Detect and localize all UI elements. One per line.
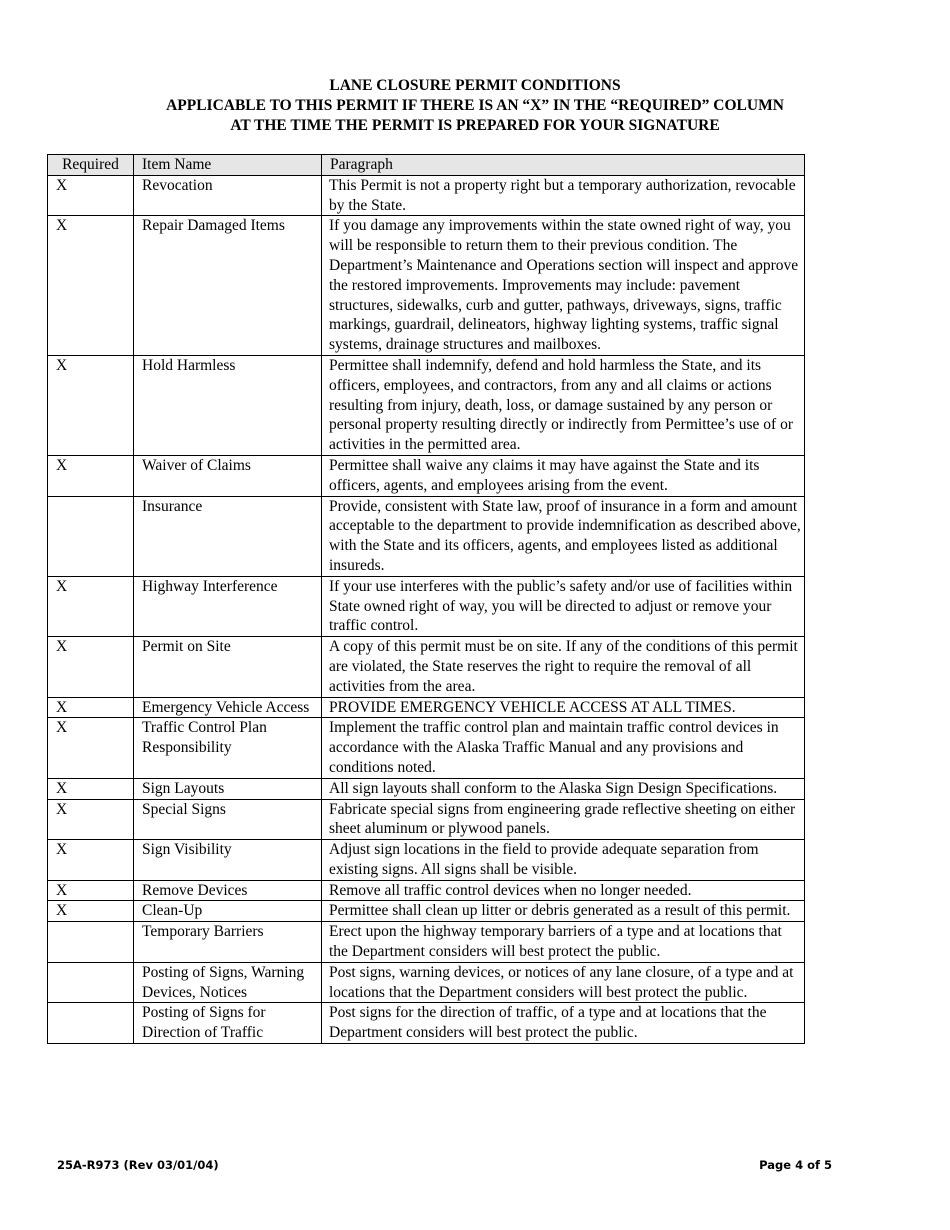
table-row — [48, 840, 805, 881]
required-cell: X — [48, 175, 134, 216]
item-name-cell: Sign Visibility — [134, 840, 322, 881]
table-row — [48, 697, 805, 718]
paragraph-cell: All sign layouts shall conform to the Alaska Sign Design Specifications. — [322, 778, 805, 799]
form-id: 25A-R973 (Rev 03/01/04) — [57, 1158, 219, 1172]
table-row — [48, 962, 805, 1003]
item-name-cell: Hold Harmless — [134, 355, 322, 455]
item-name-cell: Clean-Up — [134, 901, 322, 922]
paragraph-cell: Permittee shall waive any claims it may have against the State and its officers, agents, and employees arising from the event. — [322, 455, 805, 496]
table-row — [48, 455, 805, 496]
required-cell: X — [48, 637, 134, 697]
table-row — [48, 496, 805, 576]
paragraph-cell: Fabricate special signs from engineering grade reflective sheeting on either sheet aluminum or plywood panels. — [322, 799, 805, 840]
page-number: Page 4 of 5 — [759, 1158, 832, 1172]
required-cell: X — [48, 355, 134, 455]
table-row — [48, 576, 805, 636]
item-name-cell: Revocation — [134, 175, 322, 216]
item-name-cell: Remove Devices — [134, 880, 322, 901]
required-cell — [48, 496, 134, 576]
required-cell: X — [48, 840, 134, 881]
paragraph-cell: Provide, consistent with State law, proof of insurance in a form and amount acceptable to the department to provide indemnification as described above, with the State and its officers, agents, and employees listed as additional insureds. — [322, 496, 805, 576]
heading-line-3: AT THE TIME THE PERMIT IS PREPARED FOR YOUR SIGNATURE — [230, 117, 720, 134]
required-cell — [48, 922, 134, 963]
conditions-table — [47, 154, 805, 1044]
column-header-required: Required — [48, 155, 134, 176]
required-cell: X — [48, 901, 134, 922]
required-cell: X — [48, 880, 134, 901]
required-cell — [48, 1003, 134, 1044]
paragraph-cell: If you damage any improvements within the state owned right of way, you will be responsible to return them to their previous condition. The Department’s Maintenance and Operations section will inspect and approve the restored improvements. Improvements may include: pavement structures, sidewalks, curb and gutter, pathways, driveways, signs, traffic markings, guardrail, delineators, highway lighting systems, traffic signal systems, drainage structures and mailboxes. — [322, 216, 805, 356]
paragraph-cell: Remove all traffic control devices when no longer needed. — [322, 880, 805, 901]
item-name-cell: Special Signs — [134, 799, 322, 840]
table-row — [48, 637, 805, 697]
paragraph-cell: Post signs for the direction of traffic, of a type and at locations that the Department considers will best protect the public. — [322, 1003, 805, 1044]
table-row — [48, 799, 805, 840]
table-row — [48, 216, 805, 356]
item-name-cell: Temporary Barriers — [134, 922, 322, 963]
required-cell: X — [48, 576, 134, 636]
item-name-cell: Insurance — [134, 496, 322, 576]
item-name-cell: Highway Interference — [134, 576, 322, 636]
paragraph-cell: Erect upon the highway temporary barriers of a type and at locations that the Department considers will best protect the public. — [322, 922, 805, 963]
paragraph-cell: This Permit is not a property right but a temporary authorization, revocable by the State. — [322, 175, 805, 216]
column-header-item-name: Item Name — [134, 155, 322, 176]
required-cell: X — [48, 697, 134, 718]
table-header-row — [48, 155, 805, 176]
paragraph-cell: Implement the traffic control plan and maintain traffic control devices in accordance with the Alaska Traffic Manual and any provisions and conditions noted. — [322, 718, 805, 778]
item-name-cell: Posting of Signs, Warning Devices, Notices — [134, 962, 322, 1003]
paragraph-cell: If your use interferes with the public’s safety and/or use of facilities within State owned right of way, you will be directed to adjust or remove your traffic control. — [322, 576, 805, 636]
item-name-cell: Traffic Control Plan Responsibility — [134, 718, 322, 778]
table-row — [48, 880, 805, 901]
required-cell: X — [48, 778, 134, 799]
table-row — [48, 778, 805, 799]
paragraph-cell: Adjust sign locations in the field to provide adequate separation from existing signs. All signs shall be visible. — [322, 840, 805, 881]
table-row — [48, 1003, 805, 1044]
item-name-cell: Permit on Site — [134, 637, 322, 697]
table-row — [48, 718, 805, 778]
table-row — [48, 175, 805, 216]
paragraph-cell: A copy of this permit must be on site. If any of the conditions of this permit are violated, the State reserves the right to require the removal of all activities from the area. — [322, 637, 805, 697]
paragraph-cell: Permittee shall clean up litter or debris generated as a result of this permit. — [322, 901, 805, 922]
table-row — [48, 922, 805, 963]
table-row — [48, 901, 805, 922]
required-cell — [48, 962, 134, 1003]
paragraph-cell: PROVIDE EMERGENCY VEHICLE ACCESS AT ALL TIMES. — [322, 697, 805, 718]
item-name-cell: Sign Layouts — [134, 778, 322, 799]
required-cell: X — [48, 455, 134, 496]
table-row — [48, 355, 805, 455]
heading-line-2: APPLICABLE TO THIS PERMIT IF THERE IS AN “X” IN THE “REQUIRED” COLUMN — [166, 97, 784, 114]
item-name-cell: Emergency Vehicle Access — [134, 697, 322, 718]
required-cell: X — [48, 216, 134, 356]
heading-line-1: LANE CLOSURE PERMIT CONDITIONS — [329, 77, 621, 94]
item-name-cell: Repair Damaged Items — [134, 216, 322, 356]
paragraph-cell: Permittee shall indemnify, defend and hold harmless the State, and its officers, employees, and contractors, from any and all claims or actions resulting from injury, death, loss, or damage sustained by any person or personal property resulting directly or indirectly from Permittee’s use of or activities in the permitted area. — [322, 355, 805, 455]
required-cell: X — [48, 799, 134, 840]
item-name-cell: Waiver of Claims — [134, 455, 322, 496]
item-name-cell: Posting of Signs for Direction of Traffic — [134, 1003, 322, 1044]
column-header-paragraph: Paragraph — [322, 155, 805, 176]
page-heading — [0, 76, 950, 136]
paragraph-cell: Post signs, warning devices, or notices of any lane closure, of a type and at locations that the Department considers will best protect the public. — [322, 962, 805, 1003]
required-cell: X — [48, 718, 134, 778]
